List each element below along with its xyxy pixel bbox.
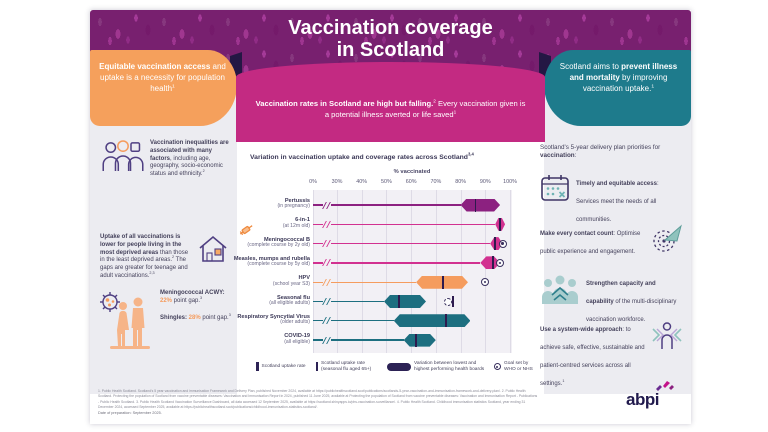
scotland-rate-marker	[398, 295, 400, 308]
axis-tick-label: 100%	[503, 179, 517, 185]
capacity-text: Strengthen capacity and capability of the multi-disciplinary vaccination workforce.	[586, 281, 677, 323]
gridline	[411, 190, 412, 353]
scotland-rate-marker	[415, 334, 417, 347]
scotland-rate-marker	[492, 256, 494, 269]
row-label-name: Seasonal flu	[277, 294, 310, 301]
goal-marker-dot	[501, 242, 503, 244]
contact-block	[540, 222, 682, 261]
row-label	[228, 333, 310, 345]
scotland-aims-banner: Scotland aims to prevent illness and mortality by improving vaccination uptake.$^1$	[544, 50, 691, 126]
abpi-logo-text: abpi	[626, 390, 659, 409]
inequalities-block	[100, 140, 230, 179]
axis-break	[323, 279, 331, 286]
axis-tick-label: 0%	[309, 179, 317, 185]
goal-marker	[496, 259, 504, 267]
axis-break	[323, 337, 331, 344]
row-label-name: Meningococcal B	[263, 236, 310, 243]
flu65-rate-marker	[452, 296, 454, 307]
delivery-plan-intro: Scotland's 5-year delivery plan priorities for vaccination:	[540, 144, 661, 160]
axis-break	[323, 221, 331, 228]
axis-tick-label: 70%	[430, 179, 442, 185]
scotland-rate-marker	[445, 314, 447, 327]
references-text: 1. Public Health Scotland. Scotland's 5 year vaccination and immunisation Framework and Delivery Plan, published November 2024, available at https://publichealthscotland.scot/publications/scotlands-5-year-vaccination-and-immunisation-framework-and-delivery-plan/. 2. Public Health Scotland. Protecting the population of Scotland from vaccine preventable diseases: Vaccination and Immunisation Report in 2024, published 11 June 2025, available at Protecting the population of Scotland from vaccine preventable diseases: Vaccination and Immunisation Report - Publications - Public Health Scotland. 3. Public Health Scotland Vaccination Surveillance Dashboard, all data accessed 12 September 2025, available at https://scotland.shinyapps.io/phs-vaccination-surveillance/. 4. Public Health Scotland. Childhood immunisation statistics Scotland, year ending 31 December 2024, accessed September 2025, available at https://publichealthscotland.scot/publications/childhood-immunisation-statistics-scotland/.	[98, 389, 538, 409]
virus-and-couple-icon	[96, 290, 158, 357]
goal-marker-dot	[484, 281, 486, 283]
chart-row-labels	[228, 190, 310, 353]
board-range-bar	[461, 199, 501, 212]
people-icon	[100, 140, 146, 176]
legend-label: Scotland uptake rate (seasonal flu aged 65+)	[321, 361, 372, 372]
system-person-icon	[652, 320, 682, 355]
goal-circle-marker	[494, 363, 501, 370]
chart-plot-area	[313, 190, 512, 353]
legend-item-uptake	[256, 362, 308, 371]
row-label-name: Respiratory Syncytial Virus	[237, 313, 310, 320]
row-label-name: COVID-19	[284, 333, 310, 340]
gridline	[461, 190, 462, 353]
legend-item-variation	[387, 361, 486, 373]
axis-tick-label: 50%	[380, 179, 392, 185]
axis-break	[323, 259, 331, 266]
inequalities-text: Vaccination inequalities are associated with many factors, including age, geography, socio-economic status and ethnicity.$^2$	[150, 140, 229, 178]
legend-label: Goal set by WHO or NHS	[504, 361, 533, 372]
chart-title: Variation in vaccination uptake and coverage rates across Scotland$^{3,4}$	[250, 151, 474, 161]
system-text: Use a system-wide approach: to achieve safe, effective, sustainable and patient-centred services across all settings.$^1$	[540, 327, 645, 387]
row-baseline	[313, 204, 461, 205]
shingles-text: Shingles: 28% point gap.$^3$	[160, 312, 231, 321]
page-title	[90, 17, 691, 62]
row-label-name: Measles, mumps and rubella	[233, 255, 310, 262]
axis-tick-label: 90%	[479, 179, 491, 185]
axis-tick-label: 40%	[356, 179, 368, 185]
axis-break	[323, 317, 331, 324]
variation-pill-marker	[387, 363, 411, 371]
men-acwy-text: Meningococcal ACWY: 22% point gap.$^3$	[160, 290, 225, 304]
syringe-icon	[238, 222, 254, 243]
row-label-cohort: (school year S3)	[272, 280, 310, 287]
point-gap-block	[96, 290, 232, 357]
access-block	[540, 172, 682, 226]
rates-falling-banner: Vaccination rates in Scotland are high but falling.$^2$ Every vaccination given is a potential illness averted or life saved$^1$	[236, 62, 545, 142]
calendar-icon	[540, 174, 570, 207]
infographic-card	[90, 10, 691, 424]
row-label-cohort: (all eligible adults)	[269, 299, 310, 306]
scotland-rate-marker	[499, 218, 501, 231]
gridline	[386, 190, 387, 353]
row-label	[228, 295, 310, 307]
row-label-name: HPV	[298, 275, 310, 282]
deprivation-text: Uptake of all vaccinations is lower for people living in the most deprived areas than those in the least deprived areas.$^2$ The gaps are greater for teenage and adult vaccinations.$^{2,3}$	[100, 234, 189, 279]
axis-tick-label: 80%	[455, 179, 466, 185]
scotland-rate-marker	[442, 276, 444, 289]
row-baseline	[313, 262, 480, 263]
goal-marker	[481, 278, 489, 286]
row-label	[228, 256, 310, 268]
gridline	[485, 190, 486, 353]
gridline	[337, 190, 338, 353]
x-axis-ticks	[309, 179, 517, 187]
gridline	[313, 190, 314, 353]
scotland-rate-marker	[494, 237, 496, 250]
legend-label: Scotland uptake rate	[261, 363, 306, 369]
row-label-cohort: (older adults)	[280, 319, 310, 326]
row-label-cohort: (all eligible)	[284, 338, 310, 345]
axis-tick-label: 60%	[405, 179, 417, 185]
chart-legend	[256, 361, 556, 373]
workforce-icon	[540, 274, 580, 309]
axis-break	[323, 202, 331, 209]
title-line-2: in Scotland	[336, 39, 445, 62]
row-label-cohort: (in pregnancy)	[277, 203, 310, 210]
row-label-cohort: (at 12m old)	[282, 222, 310, 229]
board-range-bar	[404, 334, 436, 347]
row-label-name: 6-in-1	[295, 217, 310, 224]
row-label-cohort: (complete course by 2y old)	[247, 242, 310, 249]
goal-marker	[444, 298, 452, 306]
row-baseline	[313, 243, 490, 244]
legend-item-goal	[494, 361, 538, 373]
flu65-line-marker	[316, 362, 319, 371]
gridline	[510, 190, 511, 353]
uptake-line-marker	[256, 362, 259, 371]
legend-label: Variation between lowest and highest performing health boards	[414, 361, 485, 372]
title-line-1: Vaccination coverage	[288, 17, 493, 39]
access-text: Timely and equitable access: Services meet the needs of all communities.	[576, 181, 659, 223]
house-icon	[196, 234, 230, 268]
row-label-cohort: (complete course by 5y old)	[247, 261, 310, 268]
row-label	[228, 275, 310, 287]
gridline	[362, 190, 363, 353]
axis-break	[323, 240, 331, 247]
deprivation-block	[100, 234, 230, 281]
legend-item-flu65	[316, 361, 380, 373]
row-baseline	[313, 224, 495, 225]
x-axis-label: % vaccinated	[393, 169, 431, 175]
row-label-name: Pertussis	[284, 198, 310, 204]
equitable-access-banner: Equitable vaccination access and uptake is a necessity for population health$^1$	[90, 50, 237, 126]
abpi-logo	[626, 380, 686, 420]
goal-marker-dot	[499, 262, 501, 264]
target-icon	[650, 224, 682, 259]
axis-tick-label: 30%	[331, 179, 343, 185]
board-range-bar	[394, 314, 471, 327]
goal-marker	[499, 240, 507, 248]
date-of-preparation: Date of preparation: September 2025.	[98, 411, 162, 415]
board-range-bar	[384, 295, 426, 308]
contact-text: Make every contact count: Optimise public experience and engagement.	[540, 231, 641, 255]
scotland-rate-marker	[475, 199, 477, 212]
row-label	[228, 314, 310, 326]
row-label	[228, 198, 310, 210]
axis-break	[323, 298, 331, 305]
gridline	[436, 190, 437, 353]
